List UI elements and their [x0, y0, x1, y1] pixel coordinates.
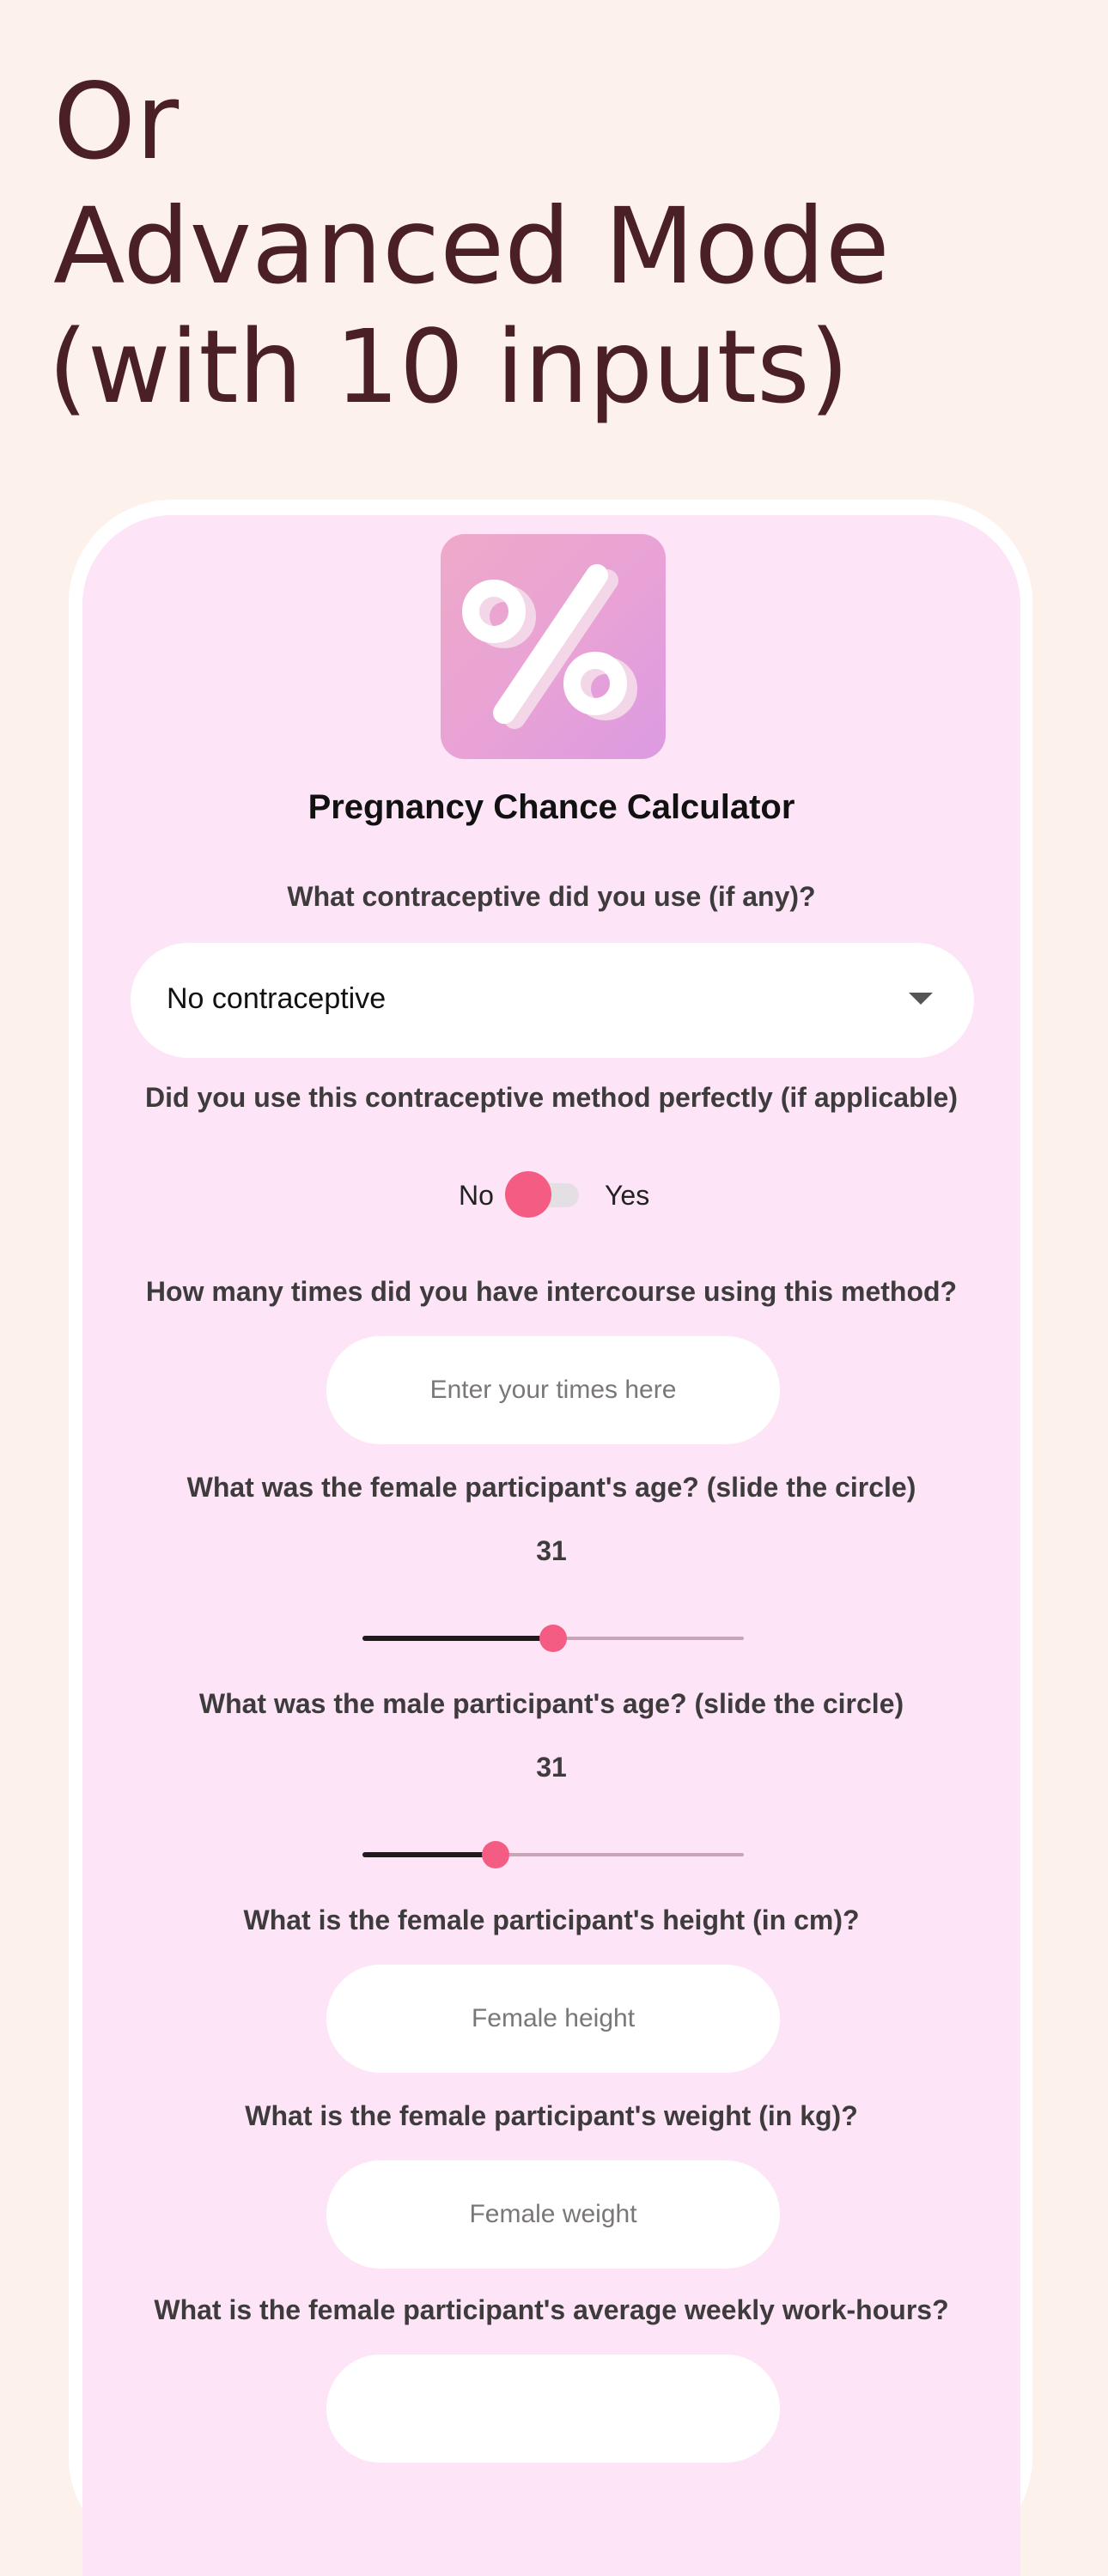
toggle-yes-label: Yes: [605, 1180, 650, 1211]
slider-active-track: [362, 1852, 496, 1857]
headline-line-1: Or: [53, 61, 180, 183]
female-weight-question: What is the female participant's weight (in kg)?: [245, 2100, 858, 2131]
app-title: Pregnancy Chance Calculator: [307, 788, 795, 826]
perfect-use-toggle-row: [82, 1168, 1020, 1219]
male-age-slider[interactable]: [362, 1838, 744, 1872]
contraceptive-question: What contraceptive did you use (if any)?: [287, 881, 816, 912]
work-hours-input[interactable]: [326, 2354, 780, 2463]
intercourse-times-input[interactable]: Enter your times here: [326, 1336, 780, 1444]
slider-active-track: [362, 1636, 553, 1641]
intercourse-times-question: How many times did you have intercourse using this method?: [145, 1276, 958, 1307]
percent-icon: [441, 534, 666, 759]
dropdown-arrow-icon: [909, 993, 933, 1005]
headline-line-3: (with 10 inputs): [48, 307, 849, 426]
female-height-input[interactable]: Female height: [326, 1965, 780, 2073]
female-height-question: What is the female participant's height (in cm)?: [243, 1905, 860, 1935]
perfect-use-question: Did you use this contraceptive method perfectly (if applicable): [145, 1082, 958, 1113]
headline-line-2: Advanced Mode: [53, 185, 890, 307]
slider-thumb[interactable]: [482, 1841, 509, 1868]
male-age-value: 31: [536, 1752, 567, 1783]
female-weight-input[interactable]: Female weight: [326, 2160, 780, 2269]
female-age-question: What was the female participant's age? (slide the circle): [186, 1472, 916, 1503]
female-age-value: 31: [536, 1535, 567, 1566]
toggle-no-label: No: [459, 1180, 494, 1211]
slider-thumb[interactable]: [539, 1625, 567, 1652]
toggle-thumb[interactable]: [505, 1171, 551, 1218]
app-screen: [82, 515, 1020, 2576]
contraceptive-dropdown[interactable]: [131, 943, 974, 1058]
female-age-slider[interactable]: [362, 1621, 744, 1656]
work-hours-question: What is the female participant's average weekly work-hours?: [154, 2294, 949, 2325]
contraceptive-selected-value: No contraceptive: [167, 982, 387, 1015]
promo-headline: [48, 60, 890, 426]
male-age-question: What was the male participant's age? (slide the circle): [198, 1688, 904, 1719]
